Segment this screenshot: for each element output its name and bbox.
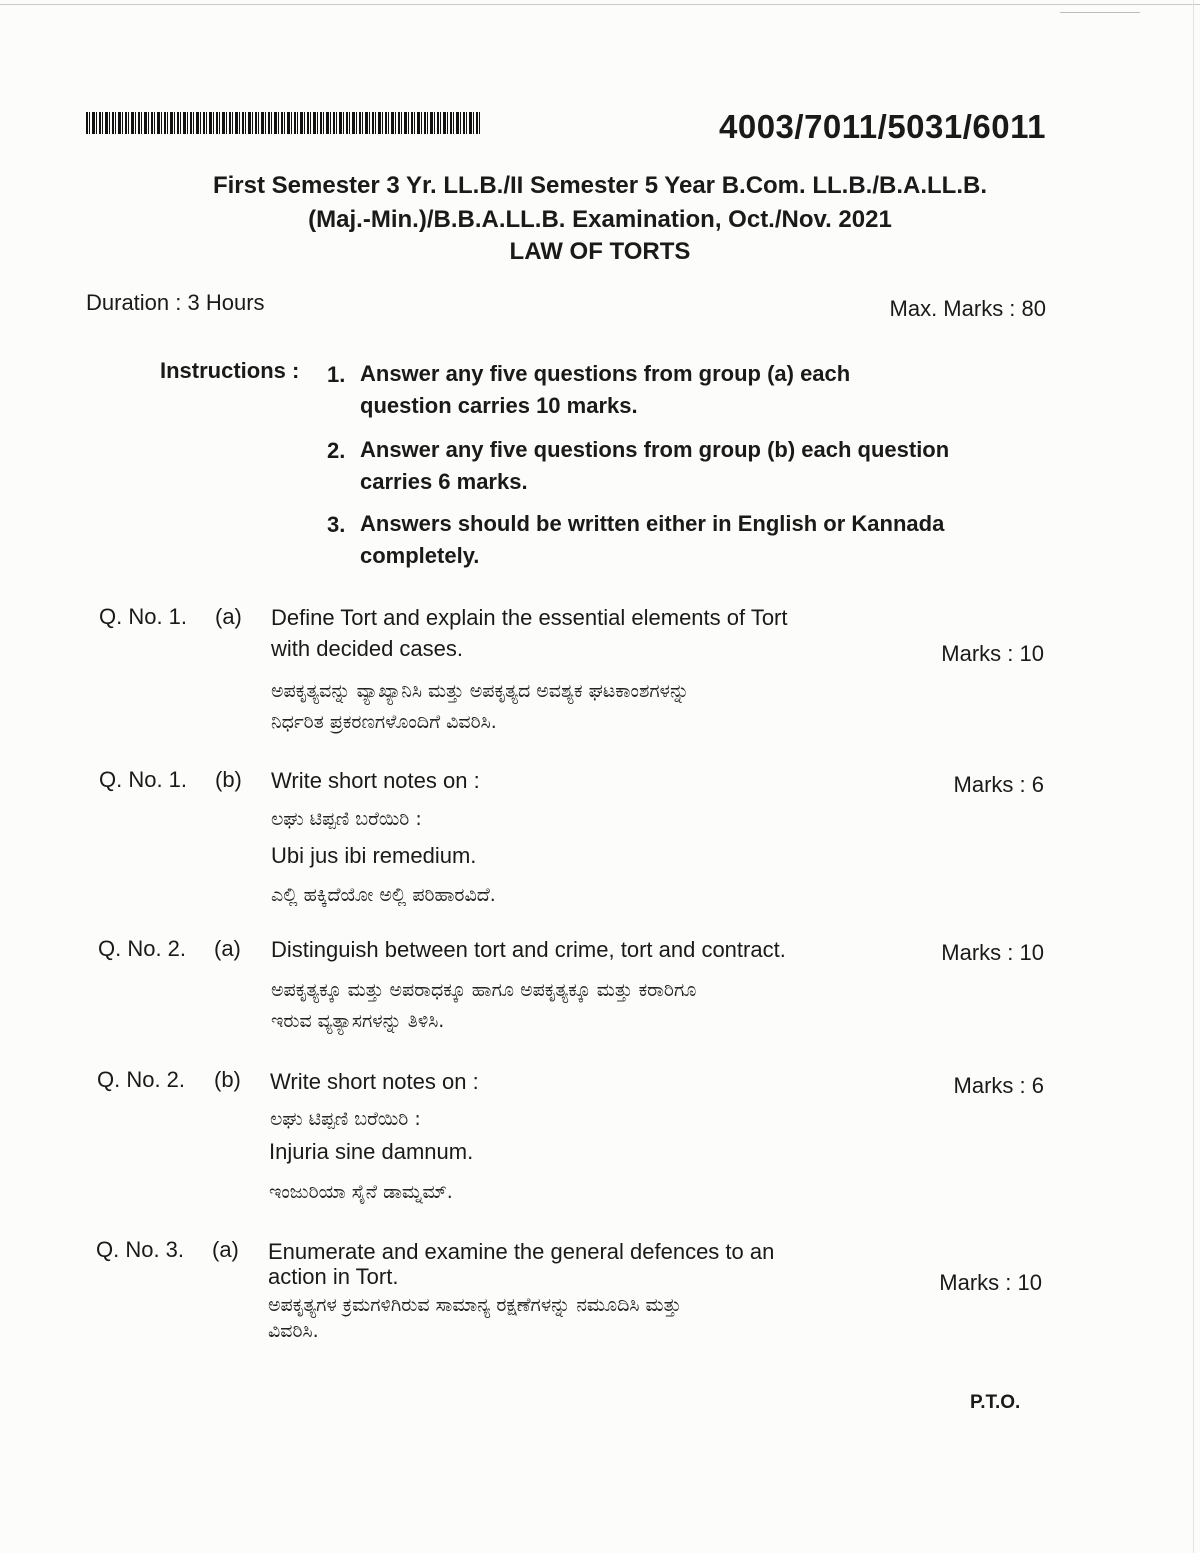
scan-edge [1193, 0, 1194, 1553]
question-label: Q. No. 1. [99, 767, 188, 792]
question-text-kannada [271, 975, 911, 1037]
question-label: Q. No. 3. [96, 1237, 185, 1262]
question-marks: Marks : 6 [953, 772, 1044, 797]
instruction-number: 2. [327, 438, 346, 463]
english-line: Enumerate and examine the general defences to an [268, 1239, 775, 1264]
question-part: (a) [215, 604, 242, 629]
max-marks: Max. Marks : 80 [889, 296, 1046, 321]
english-line: with decided cases. [271, 636, 463, 661]
english-line: action in Tort. [268, 1264, 399, 1289]
question-part: (b) [214, 1067, 241, 1092]
instruction-text: Answer any five questions from group (b) each question [360, 437, 950, 462]
question-text-english [271, 602, 891, 664]
question-label: Q. No. 2. [98, 936, 187, 961]
kannada-line: ಇರುವ ವ್ಯತ್ಯಾಸಗಳನ್ನು ತಿಳಿಸಿ. [271, 1010, 445, 1032]
paper-code: 4003/7011/5031/6011 [718, 108, 1046, 145]
scan-artifact-line [1060, 12, 1140, 13]
question-text-english: Write short notes on : [270, 1069, 479, 1094]
question-label: Q. No. 1. [99, 604, 188, 629]
question-text-kannada: ಎಲ್ಲಿ ಹಕ್ಕಿದೆಯೋ ಅಲ್ಲಿ ಪರಿಹಾರವಿದೆ. [271, 884, 496, 906]
question-text-kannada [268, 1292, 908, 1344]
question-text-english: Injuria sine damnum. [269, 1139, 474, 1164]
question-text-kannada: ಇಂಜುರಿಯಾ ಸೈನೆ ಡಾಮ್ನಮ್. [269, 1181, 453, 1203]
instruction-item [360, 434, 949, 498]
kannada-line: ಅಪಕೃತ್ಯವನ್ನು ವ್ಯಾಖ್ಯಾನಿಸಿ ಮತ್ತು ಅಪಕೃತ್ಯದ ಅವಶ್ಯಕ ಘಟಕಾಂಶಗಳನ್ನು [271, 680, 690, 702]
question-marks: Marks : 6 [953, 1073, 1044, 1098]
kannada-line: ನಿರ್ಧರಿತ ಪ್ರಕರಣಗಳೊಂದಿಗೆ ವಿವರಿಸಿ. [271, 711, 497, 733]
instruction-text: completely. [360, 543, 480, 568]
kannada-line: ವಿವರಿಸಿ. [268, 1320, 319, 1342]
subject-title: LAW OF TORTS [509, 238, 691, 265]
question-text-english [268, 1236, 888, 1292]
please-turn-over: P.T.O. [970, 1392, 1021, 1413]
instructions-label: Instructions : [160, 358, 300, 383]
barcode [86, 112, 480, 134]
question-text-english: Write short notes on : [271, 768, 480, 793]
question-text-english: Distinguish between tort and crime, tort and contract. [271, 937, 786, 962]
kannada-line: ಅಪಕೃತ್ಯಗಳ ಕ್ರಮಗಳಿಗಿರುವ ಸಾಮಾನ್ಯ ರಕ್ಷಣೆಗಳನ್ನು ನಮೂದಿಸಿ ಮತ್ತು [268, 1294, 682, 1316]
instruction-item [360, 358, 850, 422]
instruction-text: carries 6 marks. [360, 469, 528, 494]
question-text-english: Ubi jus ibi remedium. [271, 843, 477, 868]
instruction-number: 1. [327, 362, 346, 387]
duration: Duration : 3 Hours [86, 290, 265, 315]
english-line: Define Tort and explain the essential elements of Tort [271, 605, 788, 630]
instruction-text: Answer any five questions from group (a) each [360, 361, 851, 386]
scan-artifact-line [0, 4, 1200, 5]
instruction-text: question carries 10 marks. [360, 393, 638, 418]
question-text-kannada [271, 676, 911, 738]
kannada-line: ಅಪಕೃತ್ಯಕ್ಕೂ ಮತ್ತು ಅಪರಾಧಕ್ಕೂ ಹಾಗೂ ಅಪಕೃತ್ಯಕ್ಕೂ ಮತ್ತು ಕರಾರಿಗೂ [271, 979, 697, 1001]
exam-title-line2: (Maj.-Min.)/B.B.A.LL.B. Examination, Oct./Nov. 2021 [308, 206, 892, 233]
question-label: Q. No. 2. [97, 1067, 186, 1092]
question-text-kannada: ಲಘು ಟಿಪ್ಪಣಿ ಬರೆಯಿರಿ : [271, 808, 422, 830]
instruction-text: Answers should be written either in English or Kannada [360, 511, 945, 536]
exam-title-line1: First Semester 3 Yr. LL.B./II Semester 5 Year B.Com. LL.B./B.A.LL.B. [212, 172, 988, 199]
question-part: (a) [212, 1237, 239, 1262]
question-marks: Marks : 10 [941, 641, 1044, 666]
question-marks: Marks : 10 [941, 940, 1044, 965]
question-text-kannada: ಲಘು ಟಿಪ್ಪಣಿ ಬರೆಯಿರಿ : [270, 1108, 421, 1130]
question-marks: Marks : 10 [939, 1270, 1042, 1295]
instruction-number: 3. [327, 512, 346, 537]
question-part: (b) [215, 767, 242, 792]
instruction-item [360, 508, 944, 572]
question-part: (a) [214, 936, 241, 961]
